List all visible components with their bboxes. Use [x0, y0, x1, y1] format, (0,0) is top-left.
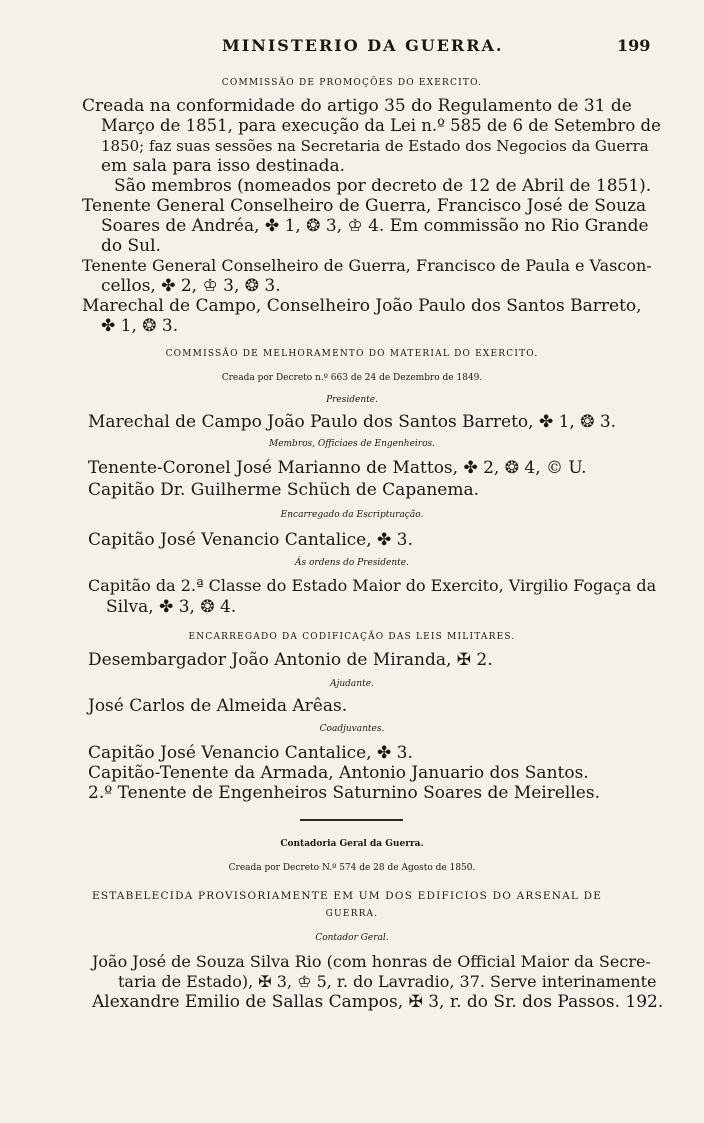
section-title-promocoes: COMMISSÃO DE PROMOÇÕES DO EXERCITO.	[221, 78, 483, 88]
role-label: Coadjuvantes.	[319, 724, 385, 734]
section-divider	[300, 819, 403, 821]
text-line: 2.º Tenente de Engenheiros Saturnino Soares de Meirelles.	[88, 783, 600, 803]
decree-line: Creada por Decreto N.º 574 de 28 de Agosto de 1850.	[228, 863, 476, 873]
page-number: 199	[617, 36, 651, 55]
section-title-codificacao: ENCARREGADO DA CODIFICAÇÃO DAS LEIS MILITARES.	[188, 632, 516, 642]
running-title: MINISTERIO DA GUERRA.	[222, 36, 504, 55]
role-label: Ás ordens do Presidente.	[295, 558, 409, 568]
role-label: Membros, Officiaes de Engenheiros.	[268, 439, 436, 449]
text-line: do Sul.	[101, 236, 161, 256]
text-line: Alexandre Emilio de Sallas Campos, ✠ 3, r. do Sr. dos Passos. 192.	[92, 992, 664, 1012]
text-line: João José de Souza Silva Rio (com honras de Official Maior da Secre-	[92, 952, 651, 971]
text-line: Marechal de Campo João Paulo dos Santos Barreto, ✤ 1, ❂ 3.	[88, 412, 617, 432]
section-title-melhoramento: COMMISSÃO DE MELHORAMENTO DO MATERIAL DO EXERCITO.	[165, 349, 539, 359]
role-label: Contador Geral.	[315, 933, 389, 943]
role-label: Encarregado da Escripturação.	[280, 510, 424, 520]
text-line: José Carlos de Almeida Arêas.	[88, 696, 348, 716]
text-line: Soares de Andréa, ✤ 1, ❂ 3, ♔ 4. Em commissão no Rio Grande	[101, 216, 649, 236]
text-line: São membros (nomeados por decreto de 12 de Abril de 1851).	[114, 176, 652, 196]
running-header	[0, 36, 704, 58]
text-line: Desembargador João Antonio de Miranda, ✠ 2.	[88, 650, 493, 670]
establishment-line: GUERRA.	[325, 909, 379, 919]
text-line: Tenente General Conselheiro de Guerra, Francisco José de Souza	[82, 196, 647, 216]
text-line: Março de 1851, para execução da Lei n.º 585 de 6 de Setembro de	[101, 116, 661, 135]
text-line: ✤ 1, ❂ 3.	[101, 316, 179, 336]
establishment-line: ESTABELECIDA PROVISORIAMENTE EM UM DOS EDIFICIOS DO ARSENAL DE	[92, 890, 603, 902]
role-label: Ajudante.	[330, 679, 374, 689]
text-line: Creada na conformidade do artigo 35 do Regulamento de 31 de	[82, 96, 632, 116]
text-line: em sala para isso destinada.	[101, 156, 346, 176]
text-line: Capitão José Venancio Cantalice, ✤ 3.	[88, 743, 413, 763]
decree-line: Creada por Decreto n.º 663 de 24 de Dezembro de 1849.	[221, 373, 483, 383]
text-line: Capitão José Venancio Cantalice, ✤ 3.	[88, 530, 413, 550]
text-line: Tenente-Coronel José Marianno de Mattos, ✤ 2, ❂ 4, © U.	[88, 458, 587, 478]
role-label: Presidente.	[326, 395, 378, 405]
text-line: Tenente General Conselheiro de Guerra, Francisco de Paula e Vascon-	[82, 256, 652, 275]
text-line: cellos, ✤ 2, ♔ 3, ❂ 3.	[101, 276, 281, 296]
text-line: Marechal de Campo, Conselheiro João Paulo dos Santos Barreto,	[82, 296, 642, 316]
text-line: Capitão-Tenente da Armada, Antonio Januario dos Santos.	[88, 763, 589, 783]
text-line: Capitão da 2.ª Classe do Estado Maior do Exercito, Virgilio Fogaça da	[88, 576, 657, 595]
section-title-contadoria: Contadoria Geral da Guerra.	[280, 839, 424, 849]
text-line: taria de Estado), ✠ 3, ♔ 5, r. do Lavradio, 37. Serve interinamente	[118, 972, 657, 991]
text-line: 1850; faz suas sessões na Secretaria de Estado dos Negocios da Guerra	[101, 137, 649, 155]
text-line: Silva, ✤ 3, ❂ 4.	[106, 597, 237, 617]
text-line: Capitão Dr. Guilherme Schüch de Capanema.	[88, 480, 479, 500]
